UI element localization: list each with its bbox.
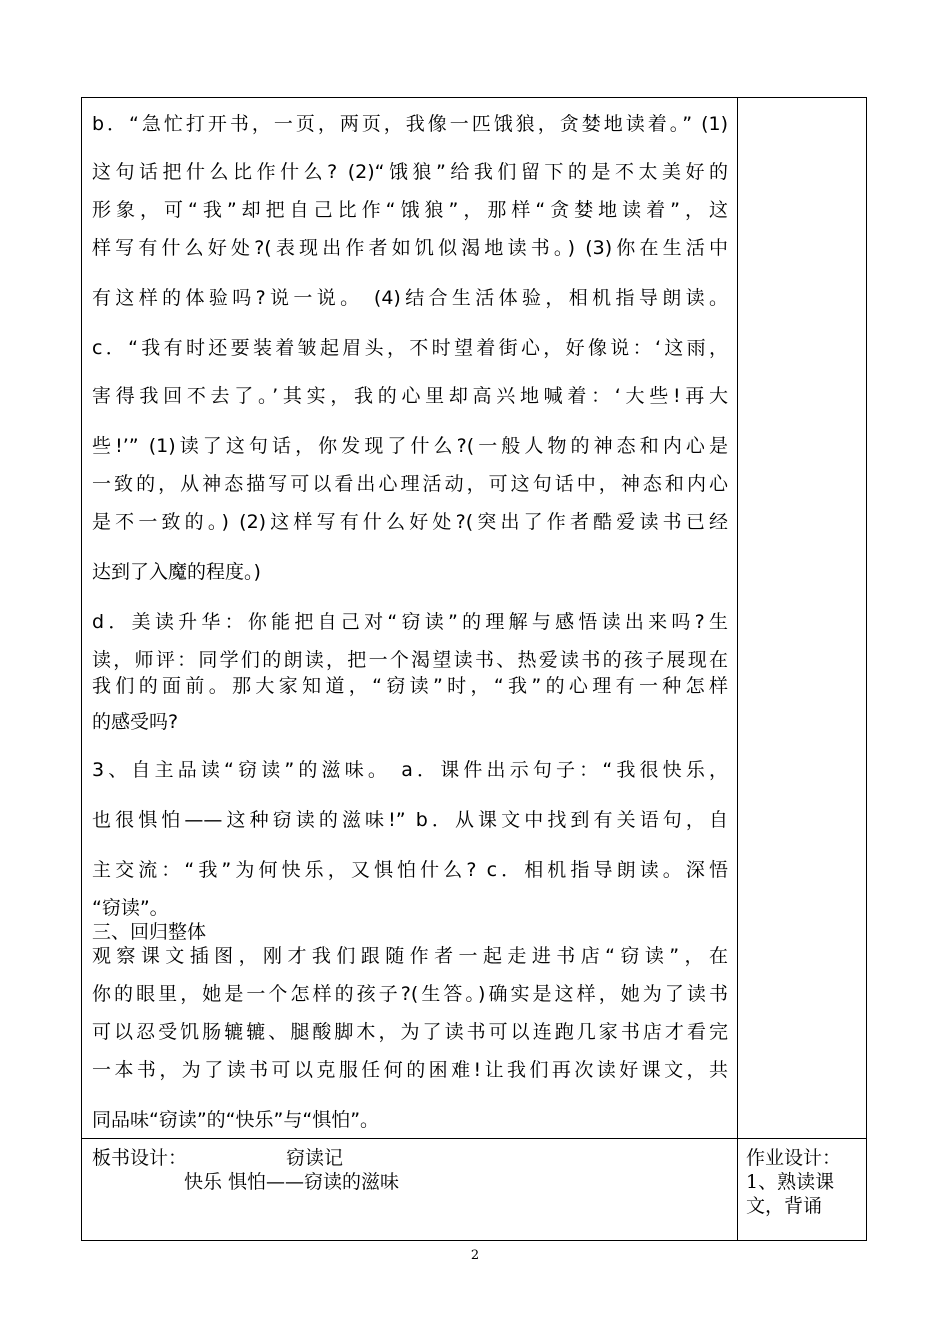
text-line: 形象，可“我”却把自己比作“饿狼”，那样“贪婪地读着”，这	[92, 199, 728, 221]
lesson-plan-table	[81, 97, 867, 1241]
board-title: 窃读记	[286, 1147, 344, 1169]
row-divider	[82, 1138, 866, 1139]
text-line: 读，师评：同学们的朗读，把一个渴望读书、热爱读书的孩子展现在	[92, 649, 728, 671]
text-line: 主交流：“我”为何快乐，又惧怕什么? c．相机指导朗读。深悟	[92, 859, 728, 881]
text-line: 3、自主品读“窃读”的滋味。 a．课件出示句子：“我很快乐，	[92, 759, 728, 781]
text-line: c．“我有时还要装着皱起眉头，不时望着街心，好像说：‘这雨，	[92, 337, 728, 359]
text-line: 达到了入魔的程度。)	[92, 561, 261, 583]
text-line: 的感受吗?	[92, 711, 179, 733]
board-design-cell	[92, 1140, 732, 1240]
text-line: 有这样的体验吗?说一说。 (4)结合生活体验，相机指导朗读。	[92, 287, 728, 309]
text-line: 是不一致的。) (2)这样写有什么好处?(突出了作者酷爱读书已经	[92, 511, 728, 533]
board-design-label: 板书设计：	[92, 1147, 188, 1169]
text-line: 你的眼里，她是一个怎样的孩子?(生答。)确实是这样，她为了读书	[92, 983, 728, 1005]
text-line: 也很惧怕——这种窃读的滋味!” b．从课文中找到有关语句，自	[92, 809, 728, 831]
text-line: 一致的，从神态描写可以看出心理活动，可这句话中，神态和内心	[92, 473, 728, 495]
teaching-process-cell	[92, 98, 732, 1138]
text-line: 害得我回不去了。’其实，我的心里却高兴地喊着：‘大些!再大	[92, 385, 728, 407]
homework-line: 1、熟读课	[746, 1171, 835, 1193]
text-line: 可以忍受饥肠辘辘、腿酸脚木，为了读书可以连跑几家书店才看完	[92, 1021, 728, 1043]
text-line: 同品味“窃读”的“快乐”与“惧怕”。	[92, 1109, 380, 1131]
homework-cell	[746, 1140, 864, 1240]
text-line: 样写有什么好处?(表现出作者如饥似渴地读书。) (3)你在生活中	[92, 237, 728, 259]
homework-label: 作业设计：	[746, 1147, 842, 1169]
text-line: 这句话把什么比作什么? (2)“饿狼”给我们留下的是不太美好的	[92, 161, 728, 183]
text-line: “窃读”。	[92, 897, 169, 919]
text-line: b．“急忙打开书，一页，两页，我像一匹饿狼，贪婪地读着。” (1)	[92, 113, 728, 135]
text-line: 我们的面前。那大家知道，“窃读”时，“我”的心理有一种怎样	[92, 675, 728, 697]
text-line: d．美读升华：你能把自己对“窃读”的理解与感悟读出来吗?生	[92, 611, 728, 633]
section-heading: 三、回归整体	[92, 921, 207, 943]
homework-line: 文，背诵	[746, 1195, 823, 1217]
text-line: 观察课文插图，刚才我们跟随作者一起走进书店“窃读”，在	[92, 945, 728, 967]
text-line: 些!’” (1)读了这句话，你发现了什么?(一般人物的神态和内心是	[92, 435, 728, 457]
page-number: 2	[470, 1248, 480, 1263]
column-divider	[737, 98, 738, 1240]
text-line: 一本书，为了读书可以克服任何的困难!让我们再次读好课文，共	[92, 1059, 728, 1081]
board-content: 快乐 惧怕——窃读的滋味	[184, 1171, 400, 1193]
